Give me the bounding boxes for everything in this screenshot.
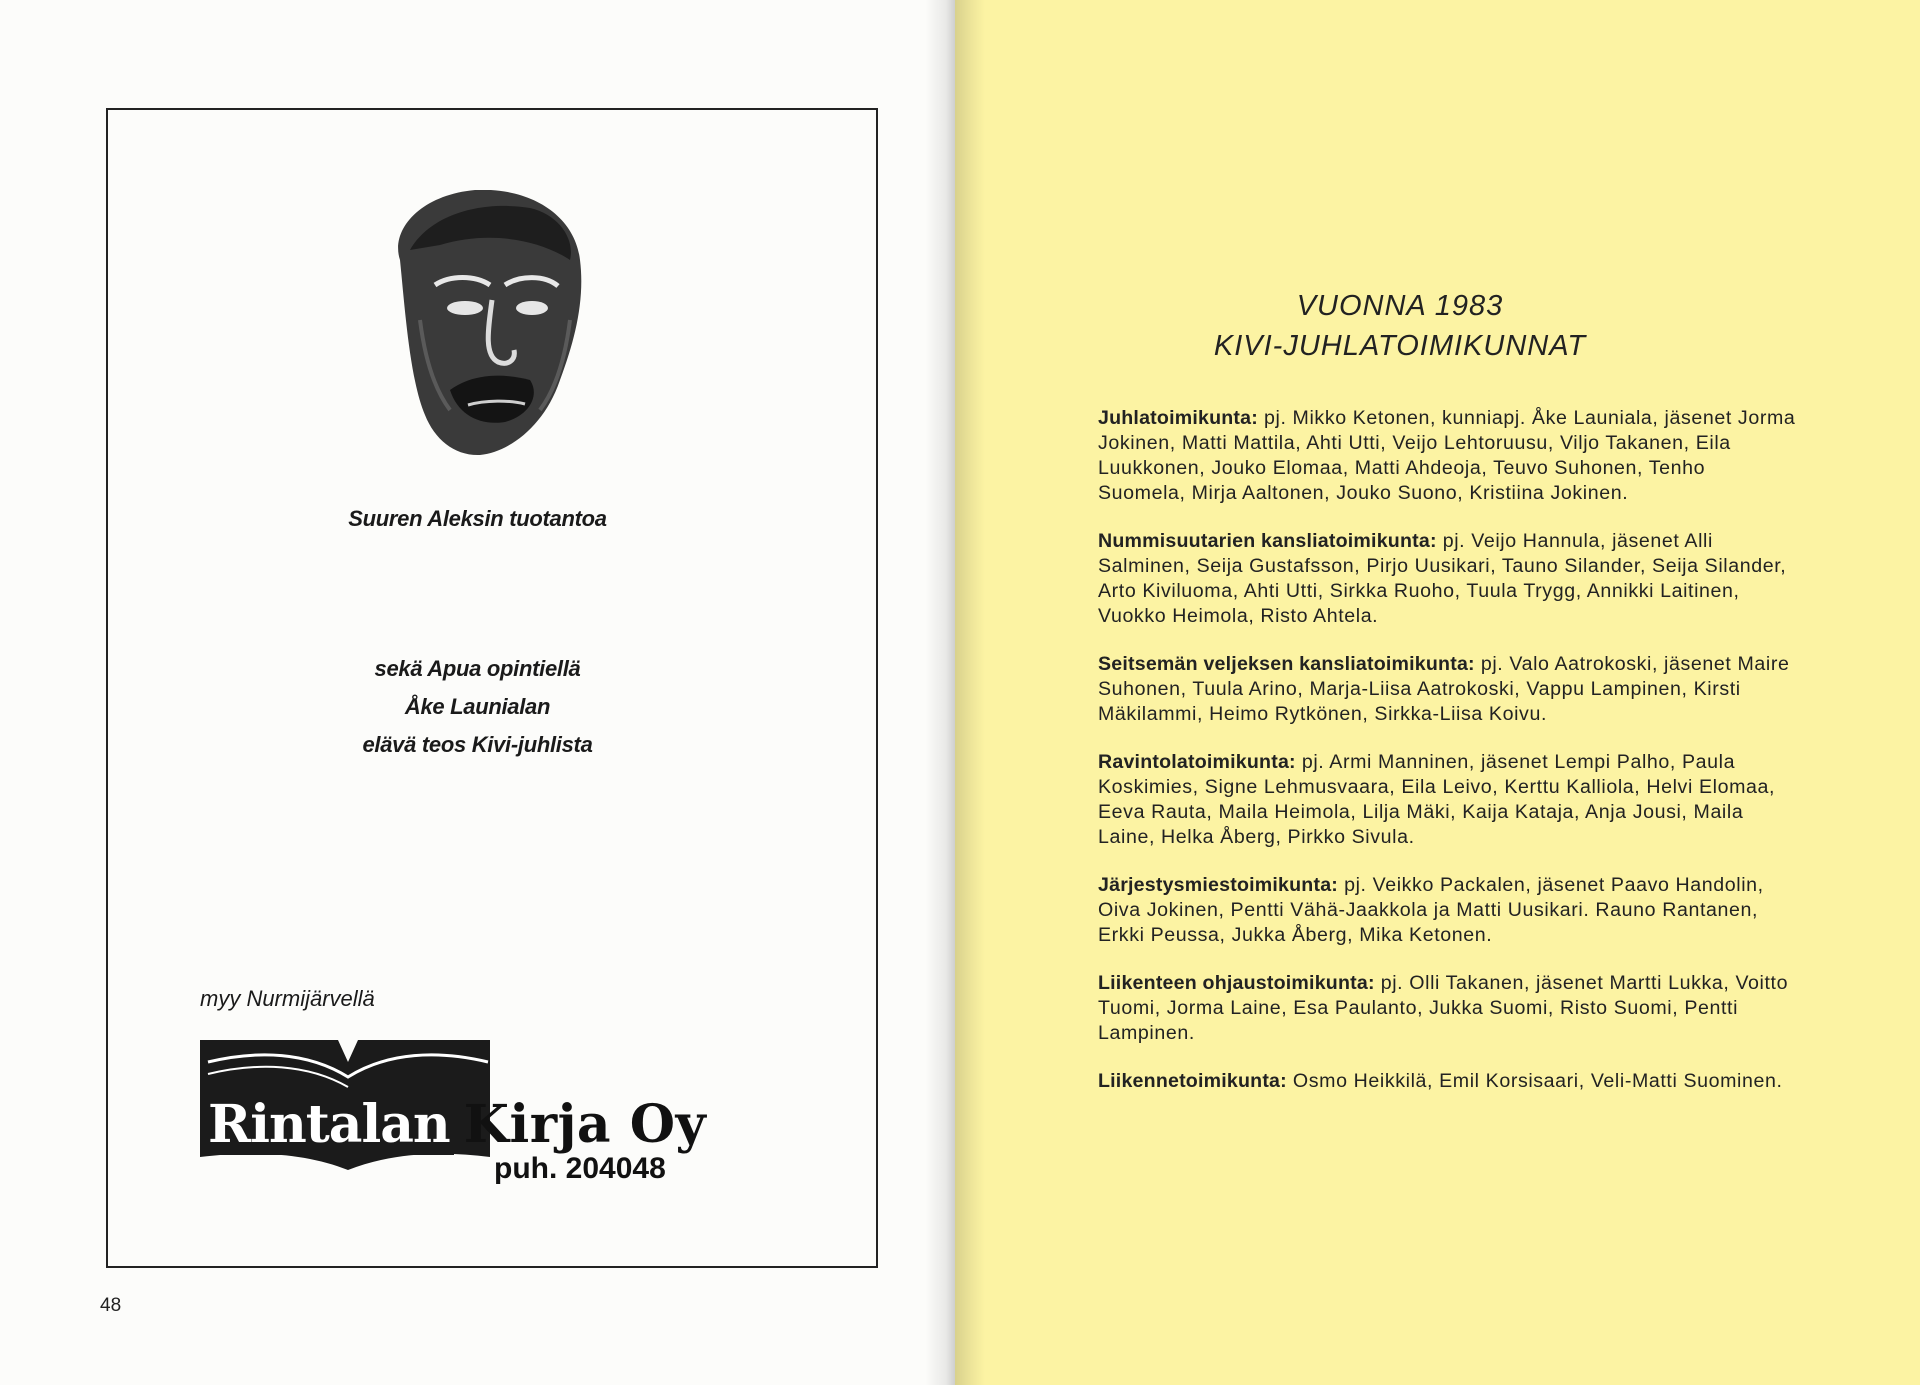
bookstore-phone: puh. 204048 [494,1152,666,1185]
bottom-margin [0,1385,1920,1396]
committee-name: Järjestysmiestoimikunta: [1098,874,1339,896]
committee-name: Nummisuutarien kansliatoimikunta: [1098,530,1437,552]
ad-sells-line: myy Nurmijärvellä [200,986,375,1011]
ad-text-line-4: elävä teos Kivi-juhlista [362,732,593,757]
committee-members: pj. Valo Aatrokoski, jäsenet Maire Suhonen, Tuula Arino, Marja-Liisa Aatrokoski, Vappu Lampinen, Kirsti Mäkilammi, Heimo Rytkönen, Sirkka-Liisa Koivu. [1098,653,1790,725]
committee-entry [1098,406,1798,506]
committee-name: Liikennetoimikunta: [1098,1070,1287,1092]
committee-entry [1098,529,1798,629]
bookstore-name-part1: Rintalan [204,1094,454,1155]
committee-list [1098,406,1798,1117]
committee-members: pj. Armi Manninen, jäsenet Lempi Palho, Paula Koskimies, Signe Lehmusvaara, Eila Leivo, Kerttu Kalliola, Helvi Elomaa, Eeva Rauta, Maila Heimola, Lilja Mäki, Kaija Kataja, Anja Jousi, Maila Laine, Helka Åberg, Pirkko Sivula. [1098,751,1776,848]
committee-entry [1098,750,1798,850]
ad-headline: Suuren Aleksin tuotantoa [348,506,607,531]
committee-entry [1098,1069,1798,1094]
page-number: 48 [100,1295,122,1316]
gutter-shadow-right [955,0,985,1396]
committee-members: pj. Veikko Packalen, jäsenet Paavo Handolin, Oiva Jokinen, Pentti Vähä-Jaakkola ja Matti Uusikari. Rauno Rantanen, Erkki Peussa, Jukka Åberg, Mika Ketonen. [1098,874,1764,946]
committee-name: Juhlatoimikunta: [1098,407,1258,429]
page-subtitle: KIVI-JUHLATOIMIKUNNAT [1213,330,1587,362]
committee-entry [1098,971,1798,1046]
portrait-illustration [380,190,590,460]
bookstore-name-part2: Kirja Oy [463,1094,707,1155]
committee-name: Seitsemän veljeksen kansliatoimikunta: [1098,653,1475,675]
committee-members: pj. Olli Takanen, jäsenet Martti Lukka, Voitto Tuomi, Jorma Laine, Esa Paulanto, Jukka Suomi, Risto Suomi, Pentti Lampinen. [1098,972,1789,1044]
committee-members: Osmo Heikkilä, Emil Korsisaari, Veli-Matti Suominen. [1292,1070,1783,1092]
committee-members: pj. Mikko Ketonen, kunniapj. Åke Launiala, jäsenet Jorma Jokinen, Matti Mattila, Ahti Utti, Veijo Lehtoruusu, Viljo Takanen, Eila Luukkonen, Jouko Elomaa, Matti Ahdeoja, Teuvo Suhonen, Tenho Suomela, Mirja Aaltonen, Jouko Suono, Kristiina Jokinen. [1098,407,1796,504]
committee-name: Ravintolatoimikunta: [1098,751,1296,773]
ad-text-line-3: Åke Launialan [404,694,551,719]
committee-members: pj. Veijo Hannula, jäsenet Alli Salminen, Seija Gustafsson, Pirjo Uusikari, Tauno Silander, Seija Silander, Arto Kiviluoma, Ahti Utti, Sirkka Ruoho, Tuula Trygg, Annikki Laitinen, Vuokko Heimola, Risto Ahtela. [1098,530,1787,627]
committee-entry [1098,873,1798,948]
committee-name: Liikenteen ohjaustoimikunta: [1098,972,1375,994]
page-title: VUONNA 1983 [1296,290,1504,322]
committee-entry [1098,652,1798,727]
ad-text-line-2: sekä Apua opintiellä [374,656,581,681]
bookstore-logo [198,1032,768,1185]
bookstore-name [204,1090,706,1160]
